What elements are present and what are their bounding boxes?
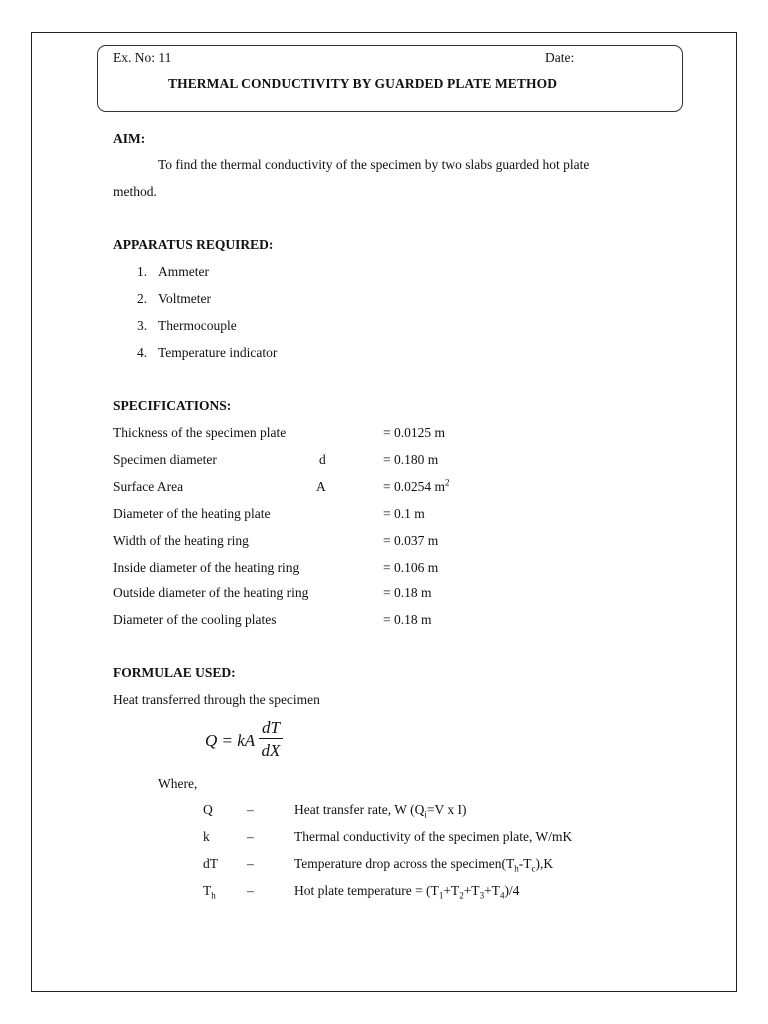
formula-numerator: dT (262, 718, 280, 737)
where-label: Where, (158, 776, 198, 791)
spec-label: Inside diameter of the heating ring (113, 560, 300, 575)
spec-label: Outside diameter of the heating ring (113, 585, 309, 600)
formula-denominator: dX (261, 741, 281, 760)
spec-label: Thickness of the specimen plate (113, 425, 287, 440)
aim-heading: AIM: (113, 131, 146, 146)
def-dash: – (247, 856, 254, 871)
def-symbol: k (203, 829, 210, 844)
spec-value: = 0.0254 $m^2$ (383, 477, 450, 494)
date-label: Date: (545, 50, 575, 65)
spec-label: Diameter of the heating plate (113, 506, 271, 521)
list-item: Temperature indicator (158, 345, 278, 360)
spec-value: = 0.180 m (383, 452, 439, 467)
spec-value: = 0.18 m (383, 585, 432, 600)
list-item-number: 4. (137, 345, 148, 360)
list-item-number: 2. (137, 291, 148, 306)
spec-symbol: A (316, 479, 326, 494)
exercise-number: Ex. No: 11 (113, 50, 172, 65)
aim-text-line1: To find the thermal conductivity of the specimen by two slabs guarded hot plate (158, 157, 590, 172)
def-symbol: Q (203, 802, 213, 817)
page-title: THERMAL CONDUCTIVITY BY GUARDED PLATE METHOD (168, 76, 558, 91)
formula-fraction (258, 718, 284, 761)
specifications-heading: SPECIFICATIONS: (113, 398, 232, 413)
def-text: Heat transfer rate, W ($Q_i=V$ x I) (294, 802, 467, 820)
def-symbol: dT (203, 856, 218, 871)
apparatus-heading: APPARATUS REQUIRED: (113, 237, 274, 252)
def-text: Hot plate temperature = $(T_1+T_2+T_3+T_4)/4$ (294, 883, 520, 901)
list-item: Ammeter (158, 264, 209, 279)
def-dash: – (247, 883, 254, 898)
spec-label: Diameter of the cooling plates (113, 612, 277, 627)
formulae-heading: FORMULAE USED: (113, 665, 236, 680)
spec-value: = 0.106 m (383, 560, 439, 575)
def-dash: – (247, 829, 254, 844)
spec-label: Specimen diameter (113, 452, 217, 467)
def-dash: – (247, 802, 254, 817)
spec-symbol: d (319, 452, 326, 467)
formula-lhs: Q = kA (205, 731, 256, 750)
list-item-number: 3. (137, 318, 148, 333)
formula-intro: Heat transferred through the specimen (113, 692, 320, 707)
spec-value: = 0.037 m (383, 533, 439, 548)
def-symbol: $T_h$ (203, 883, 216, 901)
def-text: Thermal conductivity of the specimen plate, W/mK (294, 829, 573, 844)
list-item-number: 1. (137, 264, 148, 279)
list-item: Thermocouple (158, 318, 237, 333)
aim-text-line2: method. (113, 184, 157, 199)
spec-value: = 0.18 m (383, 612, 432, 627)
spec-label: Surface Area (113, 479, 184, 494)
spec-label: Width of the heating ring (113, 533, 249, 548)
spec-value: = 0.1 m (383, 506, 425, 521)
fraction-bar (259, 738, 283, 739)
list-item: Voltmeter (158, 291, 211, 306)
def-text: Temperature drop across the $specimen(T_h-T_c),K$ (294, 856, 554, 874)
spec-value: = 0.0125 m (383, 425, 445, 440)
